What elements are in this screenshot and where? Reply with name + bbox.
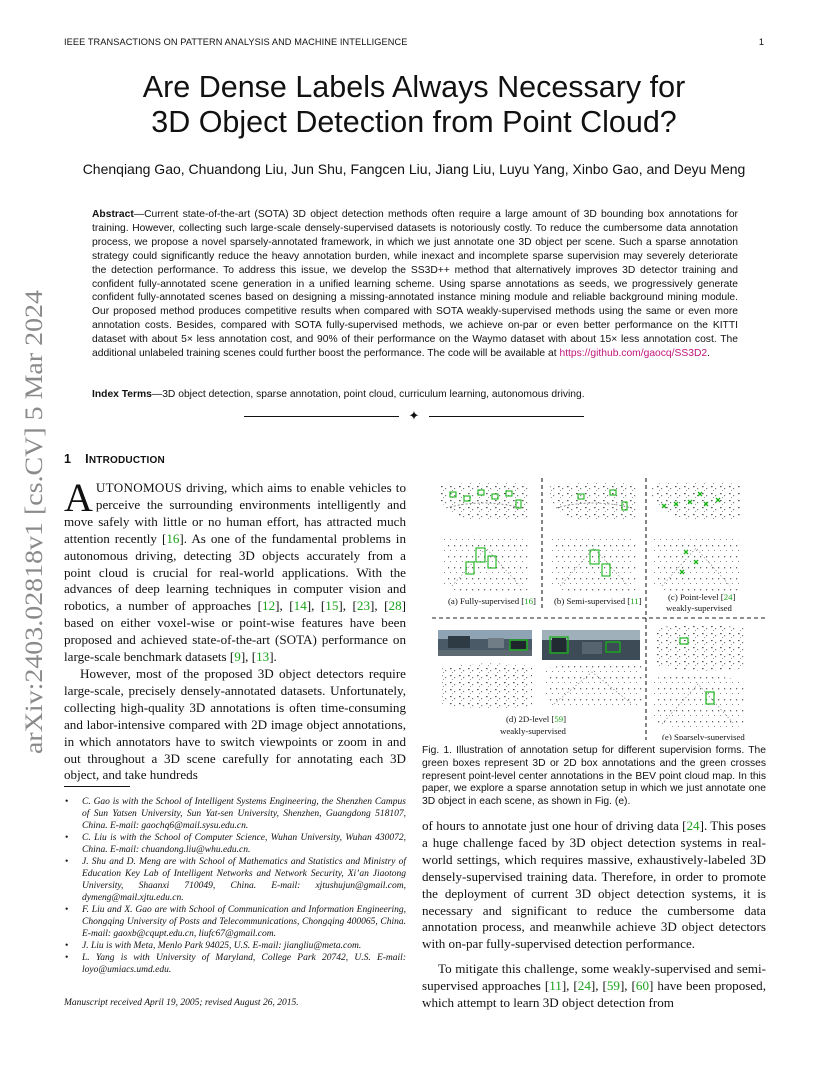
panel-c-top — [652, 482, 740, 521]
figure-1 — [422, 478, 766, 740]
text-run: driving, which aims to enable vehicles to perceive the surrounding environments intelligently and move safely with little or no human effort, has attracted much attention recently [ — [64, 480, 406, 546]
paper-title — [64, 70, 764, 140]
intro-paragraph-2: However, most of the proposed 3D object detectors require large-scale, precisely densely-annotated datasets. Unfortunately, collecting high-quality 3D annotations is often time-consuming and labor-intensive compared with 2D image object annotations, in which annotators have to switch viewpoints or zoom in and out throughout a 3D scene carefully for annotating each 3D object, and take hundreds — [64, 665, 406, 783]
index-terms-label: Index Terms — [92, 389, 152, 400]
footnote-list — [64, 796, 406, 976]
citation-link[interactable]: 24 — [686, 818, 700, 833]
manuscript-note: Manuscript received April 19, 2005; revised August 26, 2015. — [64, 998, 299, 1008]
smallcaps-word: UTONOMOUS — [95, 480, 183, 495]
label-d-line-2: weakly-supervised — [500, 726, 566, 736]
intro-paragraph-1 — [64, 475, 407, 666]
index-terms-text: —3D object detection, sparse annotation, point cloud, curriculum learning, autonomous driving. — [151, 389, 585, 400]
panel-d-pointcloud — [442, 663, 642, 708]
panel-a-bottom — [444, 535, 528, 592]
citation-link[interactable]: 23 — [356, 598, 371, 614]
intro-right-column — [422, 818, 766, 1012]
label-a: (a) Fully-supervised [16] — [448, 596, 536, 606]
citation-link[interactable]: 11 — [549, 978, 562, 994]
text-run: ], [ — [370, 598, 389, 614]
figure-1-graphic — [422, 478, 766, 740]
citation-link[interactable]: 15 — [325, 598, 339, 614]
text-run: ] have been proposed, which attempt to learn 3D object detection from — [422, 978, 766, 1011]
title-line-2: 3D Object Detection from Point Cloud? — [151, 105, 677, 139]
panel-d-photo-1 — [438, 630, 532, 656]
panel-a-top — [440, 482, 528, 521]
citation-link[interactable]: 14 — [293, 598, 307, 614]
text-run: To mitigate this challenge, some weakly-supervised and semi-supervised approaches [ — [422, 961, 766, 994]
label-c-line-2: weakly-supervised — [666, 603, 732, 613]
text-run: ]. This poses a huge challenge faced by 3D object detection systems in real-world settings, which requires massive, exhaustively-labeled 3D densely-supervised training data. Therefore, in order to promote the deployment of current 3D object detection systems, it is necessary and significant to reduce the cumbersome data annotation process, and meanwhile achieve 3D object detectors with on-par fully-supervised detection performance. — [422, 818, 766, 952]
panel-d-photo-2 — [542, 630, 640, 660]
arxiv-stamp-text: arXiv:2403.02818v1 [cs.CV] 5 Mar 2024 — [19, 330, 48, 754]
drop-cap: A — [64, 475, 93, 520]
intro-right-paragraph-1 — [422, 818, 766, 953]
footnote-item: • C. Gao is with the School of Intelligent Systems Engineering, the Shenzhen Campus of Sun Yatsen University, Sun Yat-sen University, Shenzhen, Guangdong 518107, China. E-mail: gaochq6@mail.sysu.edu.cn. — [82, 796, 406, 832]
text-run: ] based on either voxel-wise or point-wise features have been proposed and achieved state-of-the-art (SOTA) performance on large-scale benchmark datasets [ — [64, 598, 407, 665]
section-heading — [64, 452, 165, 466]
section-number: 1 — [64, 452, 72, 466]
panel-c-bottom — [654, 535, 740, 592]
section-title-initial: I — [85, 452, 89, 466]
footnote-item: • F. Liu and X. Gao are with School of Communication and Information Engineering, Chongqing University of Posts and Telecommunications, Chongqing 400065, China. E-mail: gaoxb@cqupt.edu.cn, liufc67@gmail.com. — [82, 904, 406, 940]
label-d: (d) 2D-level [59] — [506, 714, 567, 724]
title-line-1: Are Dense Labels Always Necessary for — [142, 70, 686, 104]
label-b: (b) Semi-supervised [11] — [554, 596, 642, 606]
divider-diamond-icon: ✦ — [408, 408, 420, 423]
text-run: ], [ — [619, 978, 636, 994]
abstract — [92, 208, 738, 361]
text-run: ], [ — [338, 598, 357, 614]
footnote-item: • C. Liu is with the School of Computer Science, Wuhan University, Wuhan 430072, China. E-mail: chuandong.liu@whu.edu.cn. — [82, 832, 406, 856]
intro-left-column — [64, 475, 407, 784]
text-run: ], [ — [561, 978, 578, 994]
label-c: (c) Point-level [24] — [668, 592, 736, 602]
code-link[interactable]: https://github.com/gaocq/SS3D2 — [559, 348, 708, 360]
citation-link[interactable]: 13 — [256, 649, 270, 665]
footnote-item: • J. Shu and D. Meng are with School of Mathematics and Statistics and Ministry of Education Key Lab of Intelligent Networks and Network Security, Xi’an Jiaotong University, Shaanxi 710049, China. E-mail: xjtushujun@gmail.com, dymeng@mail.xjtu.edu.cn. — [82, 856, 406, 904]
text-run: ]. — [269, 649, 277, 665]
citation-link[interactable]: 16 — [166, 530, 180, 546]
citation-link[interactable]: 12 — [262, 598, 276, 614]
citation-link[interactable]: 59 — [606, 978, 620, 994]
abstract-label: Abstract — [92, 209, 134, 220]
footnote-rule — [64, 786, 130, 787]
page-number: 1 — [758, 37, 764, 47]
text-run: ], [ — [275, 598, 294, 614]
text-run: of hours to annotate just one hour of driving data [ — [422, 818, 687, 833]
divider-line-right — [429, 416, 584, 417]
label-e: (e) Sparsely-supervised — [662, 732, 745, 740]
citation-link[interactable]: 60 — [635, 978, 649, 994]
section-divider — [244, 409, 584, 423]
panel-e-pointcloud — [654, 625, 744, 729]
text-run: ], [ — [240, 649, 257, 665]
divider-line-left — [244, 416, 399, 417]
section-title-rest: NTRODUCTION — [88, 455, 165, 466]
citation-link[interactable]: 9 — [234, 649, 241, 665]
citation-link[interactable]: 24 — [577, 978, 591, 994]
index-terms — [92, 389, 738, 400]
running-head: IEEE TRANSACTIONS ON PATTERN ANALYSIS AND MACHINE INTELLIGENCE — [64, 37, 408, 47]
text-run: ], [ — [590, 978, 607, 994]
text-run: ], [ — [306, 598, 326, 614]
abstract-text: —Current state-of-the-art (SOTA) 3D object detection methods often require a large amount of 3D bounding box annotations for training. However, collecting such large-scale densely-supervised datasets is notoriously costly. To reduce the cumbersome data annotation process, we propose a novel sparsely-annotated framework, in which we just annotate one 3D object per scene. Such a sparse annotation strategy could significantly reduce the heavy annotation burden, while inexact and incomplete sparse supervision may severely deteriorate the detection performance. To address this issue, we develop the SS3D++ method that alternatively improves 3D detector training and confident fully-annotated scene generation in a unified learning scheme. Using sparse annotations as seeds, we progressively generate confident fully-annotated scenes based on designing a missing-annotated instance mining module and reliable background mining module. Our proposed method produces competitive results when compared with SOTA weakly-supervised methods using the same or even more annotation costs. Besides, compared with SOTA fully-supervised methods, we achieve on-par or even better performance on the KITTI dataset with about 5× less annotation cost, and 90% of their performance on the Waymo dataset with about 15× less annotation cost. The additional unlabeled training scenes could further boost the performance. The code will be available at — [92, 209, 738, 360]
footnote-item: • J. Liu is with Meta, Menlo Park 94025, U.S. E-mail: jiangliu@meta.com. — [82, 940, 406, 952]
intro-right-paragraph-2 — [422, 961, 766, 1012]
figure-1-caption: Fig. 1. Illustration of annotation setup for different supervision forms. The green boxes represent 3D or 2D box annotations and the green crosses represent point-level center annotations in the BEV point cloud map. In this paper, we explore a sparse annotation setup in which we just annotate one 3D object in each scene, as shown in Fig. (e). — [422, 745, 766, 808]
citation-link[interactable]: 28 — [388, 598, 402, 614]
footnotes — [64, 796, 406, 976]
abstract-end: . — [707, 348, 711, 360]
footnote-item: • L. Yang is with University of Maryland, College Park 20742, U.S. E-mail: loyo@umiacs.umd.edu. — [82, 952, 406, 976]
text-run: ]. As one of the fundamental problems in autonomous driving, detecting 3D objects accurately from a point cloud is crucial for real-world applications. With the advances of deep learning techniques in computer vision and robotics, a number of approaches [ — [64, 530, 406, 614]
author-list: Chenqiang Gao, Chuandong Liu, Jun Shu, Fangcen Liu, Jiang Liu, Luyu Yang, Xinbo Gao, and Deyu Meng — [82, 161, 746, 177]
